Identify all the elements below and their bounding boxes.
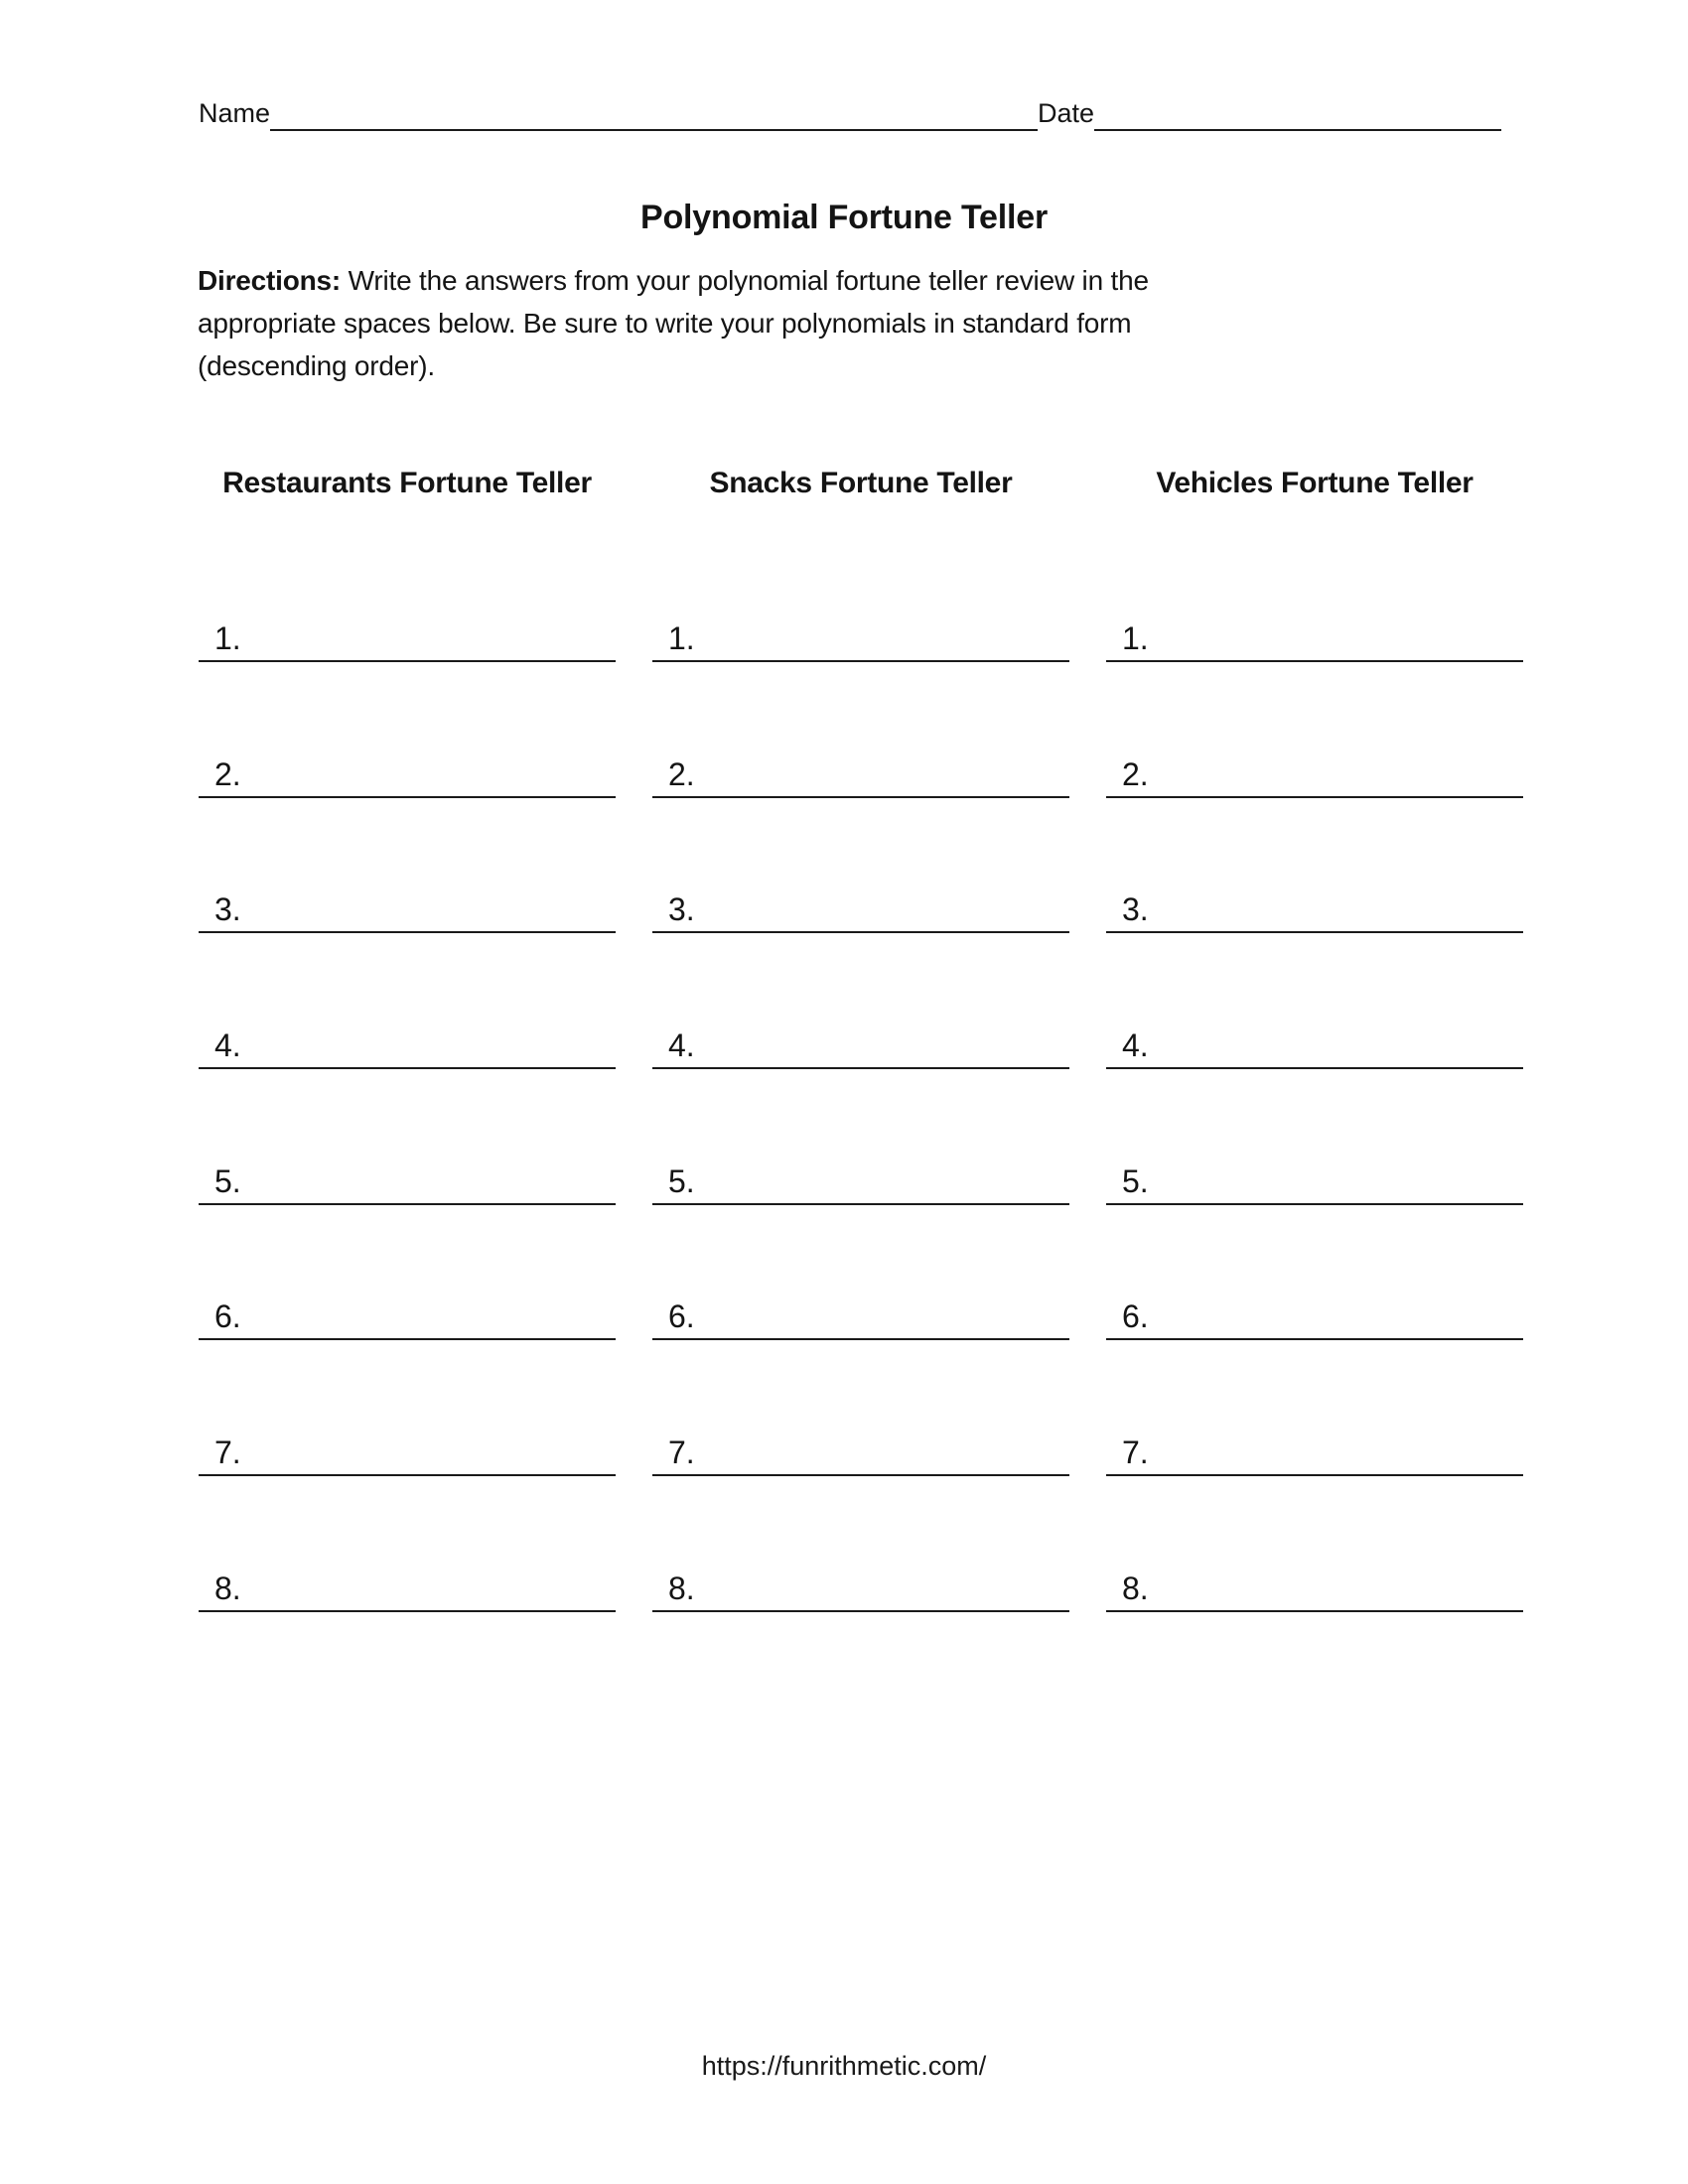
answer-slot <box>652 1069 1069 1205</box>
answer-line <box>652 893 1069 933</box>
answer-line <box>652 1572 1069 1612</box>
answer-line <box>199 1029 616 1069</box>
answer-slot <box>652 798 1069 934</box>
footer-url: https://funrithmetic.com/ <box>701 2051 987 2081</box>
answer-slot <box>1106 798 1523 934</box>
column-snacks <box>652 467 1069 1612</box>
answer-number: 7. <box>214 1434 241 1471</box>
column-restaurants <box>199 467 616 1612</box>
answer-slot <box>199 1069 616 1205</box>
column-title-snacks: Snacks Fortune Teller <box>709 467 1013 499</box>
answer-number: 8. <box>214 1570 241 1606</box>
answer-line <box>199 1162 616 1205</box>
answer-number: 3. <box>214 891 241 928</box>
answer-line <box>1106 1300 1523 1340</box>
answer-line <box>199 755 616 798</box>
directions-line-3: (descending order). <box>198 350 435 381</box>
name-label: Name <box>199 98 271 128</box>
answer-number: 8. <box>668 1570 695 1606</box>
directions-line-2: appropriate spaces below. Be sure to write your polynomials in standard form <box>198 308 1132 339</box>
answer-line <box>199 1300 616 1340</box>
answer-slots-snacks <box>652 514 1069 1612</box>
answer-slot <box>1106 1340 1523 1476</box>
answer-number: 7. <box>1122 1434 1149 1471</box>
answer-slot <box>1106 1205 1523 1341</box>
answer-number: 6. <box>668 1298 695 1335</box>
answer-number: 8. <box>1122 1570 1149 1606</box>
answer-slots-restaurants <box>199 514 616 1612</box>
answer-number: 4. <box>214 1027 241 1064</box>
answer-number: 3. <box>1122 891 1149 928</box>
name-blank-line <box>270 99 1038 131</box>
answer-number: 2. <box>214 755 241 792</box>
answer-line <box>199 622 616 662</box>
answer-number: 3. <box>668 891 695 928</box>
date-blank-line <box>1094 99 1501 131</box>
directions-line-1 <box>198 259 1149 302</box>
answer-slot <box>199 662 616 798</box>
answer-line <box>199 893 616 933</box>
answer-line <box>652 1436 1069 1476</box>
answer-line <box>652 755 1069 798</box>
answer-number: 5. <box>1122 1162 1149 1199</box>
date-label: Date <box>1037 98 1094 128</box>
column-vehicles <box>1106 467 1523 1612</box>
answer-number: 1. <box>1122 620 1149 656</box>
answer-number: 1. <box>214 620 241 656</box>
name-date-row <box>199 97 1501 131</box>
answer-slot <box>652 933 1069 1069</box>
answer-line <box>199 1436 616 1476</box>
answer-line <box>652 622 1069 662</box>
answer-line <box>1106 1572 1523 1612</box>
answer-slot <box>652 1205 1069 1341</box>
column-title-restaurants: Restaurants Fortune Teller <box>222 467 592 499</box>
answer-line <box>1106 1162 1523 1205</box>
answer-number: 5. <box>668 1162 695 1199</box>
answer-line <box>652 1162 1069 1205</box>
directions-line-1-text: Write the answers from your polynomial fortune teller review in the <box>341 265 1149 296</box>
answer-line <box>1106 755 1523 798</box>
answer-slot <box>1106 662 1523 798</box>
answer-slots-vehicles <box>1106 514 1523 1612</box>
answer-slot <box>652 1340 1069 1476</box>
answer-line <box>1106 622 1523 662</box>
answer-number: 6. <box>214 1298 241 1335</box>
answer-slot <box>652 1476 1069 1612</box>
answer-number: 5. <box>214 1162 241 1199</box>
answer-line <box>1106 893 1523 933</box>
answer-slot <box>199 1476 616 1612</box>
answer-number: 7. <box>668 1434 695 1471</box>
answer-slot <box>199 514 616 662</box>
answer-number: 1. <box>668 620 695 656</box>
answer-slot <box>1106 514 1523 662</box>
answer-slot <box>199 933 616 1069</box>
directions-label: Directions: <box>198 265 342 296</box>
answer-line <box>1106 1029 1523 1069</box>
answer-slot <box>199 798 616 934</box>
answer-line <box>652 1300 1069 1340</box>
answer-slot <box>199 1205 616 1341</box>
directions <box>198 259 1149 387</box>
answer-slot <box>1106 1069 1523 1205</box>
answer-slot <box>199 1340 616 1476</box>
answer-slot <box>652 514 1069 662</box>
answer-number: 4. <box>1122 1027 1149 1064</box>
answer-slot <box>1106 933 1523 1069</box>
answer-line <box>199 1572 616 1612</box>
answer-number: 6. <box>1122 1298 1149 1335</box>
answer-line <box>1106 1436 1523 1476</box>
column-title-vehicles: Vehicles Fortune Teller <box>1156 467 1474 499</box>
answer-slot <box>1106 1476 1523 1612</box>
answer-line <box>652 1029 1069 1069</box>
answer-slot <box>652 662 1069 798</box>
answer-number: 4. <box>668 1027 695 1064</box>
page-title: Polynomial Fortune Teller <box>640 199 1048 236</box>
answer-columns <box>199 467 1523 1612</box>
answer-number: 2. <box>668 755 695 792</box>
answer-number: 2. <box>1122 755 1149 792</box>
